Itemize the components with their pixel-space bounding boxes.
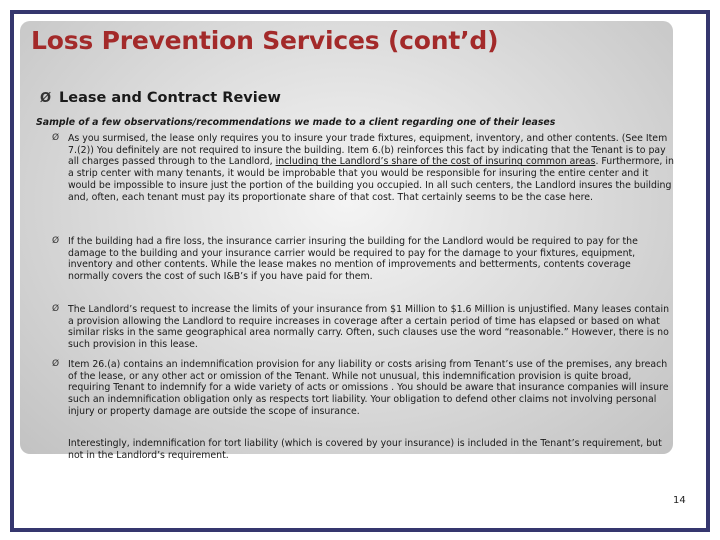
closing-note: Interestingly, indemnification for tort liability (which is covered by your insurance) is included in the Tenant’s requirement, but not in the Landlord’s requirement.	[68, 438, 662, 461]
bullet-arrow-icon: Ø	[52, 304, 60, 314]
intro-text: Sample of a few observations/recommendations we made to a client regarding one of their leases	[36, 117, 556, 128]
subheading-text: Lease and Contract Review	[59, 90, 281, 106]
bullet-arrow-icon: Ø	[40, 91, 52, 106]
bullet-item-1	[52, 133, 674, 203]
bullet-arrow-icon: Ø	[52, 359, 60, 369]
bullet-text: If the building had a fire loss, the insurance carrier insuring the building for the Landlord would be required to pay for the damage to the building and your insurance carrier would be required to pay for the damage to your fixtures, equipment, inventory and other contents. While the lease makes no mention of improvements and betterments, contents coverage normally covers the cost of such I&B’s if you have paid for them.	[68, 236, 638, 283]
bullet-arrow-icon: Ø	[52, 236, 60, 246]
bullet-text: As you surmised, the lease only requires you to insure your trade fixtures, equipment, inventory, and other contents. (See Item 7.(2)) You definitely are not required to insure the building. Item 6.(b) reinforces this fact by indicating that the Tenant is to pay all charges passed through to the Landlord, including the Landlord’s share of the cost of insuring common areas. Furthermore, in a strip center with many tenants, it would be improbable that you would be responsible for insuring the entire center and it would be impossible to insure just the portion of the building you occupied. In all such centers, the Landlord insures the building and, often, each tenant must pay its proportionate share of that cost. That certainly seems to be the case here.	[68, 133, 674, 203]
bullet-item-3	[52, 304, 674, 351]
bullet-text: The Landlord’s request to increase the limits of your insurance from $1 Million to $1.6 Million is unjustified. Many leases contain a provision allowing the Landlord to require increases in coverage after a certain period of time has elapsed or based on what similar risks in the same geographical area normally carry. Often, such clauses use the word “reasonable.” However, there is no such provision in this lease.	[68, 304, 670, 351]
page-number: 14	[673, 495, 686, 506]
subheading	[40, 90, 281, 106]
bullet-item-4	[52, 359, 674, 418]
bullet-item-2	[52, 236, 674, 283]
bullet-text: Item 26.(a) contains an indemnification provision for any liability or costs arising from Tenant’s use of the premises, any breach of the lease, or any other act or omission of the Tenant. While not unusual, this indemnification provision is quite broad, requiring Tenant to indemnify for a wide variety of acts or omissions . You should be aware that insurance companies will insure such an indemnification obligation only as respects tort liability. Your obligation to defend other claims not involving personal injury or property damage are outside the scope of insurance.	[68, 359, 669, 417]
bullet-arrow-icon: Ø	[52, 133, 60, 143]
underlined-text: including the Landlord’s share of the cost of insuring common areas	[275, 156, 596, 168]
slide-title: Loss Prevention Services (cont’d)	[31, 26, 499, 55]
